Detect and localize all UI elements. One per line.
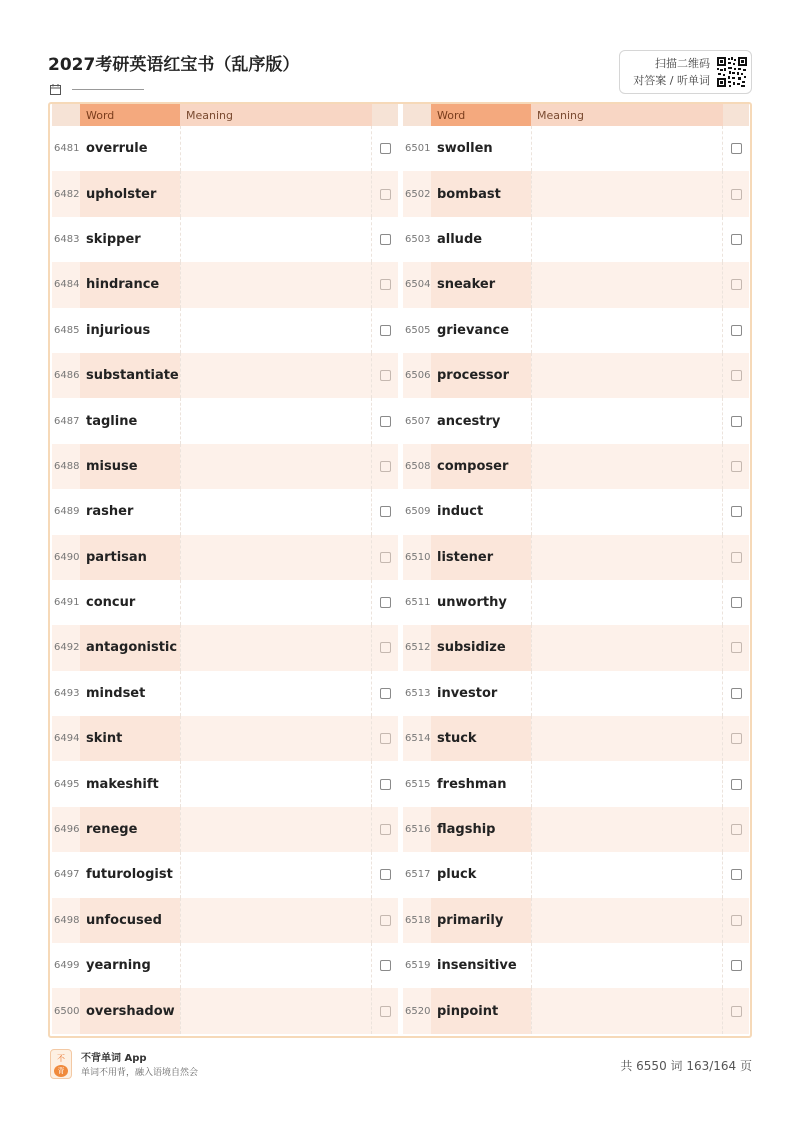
meaning-cell[interactable] (180, 126, 372, 171)
meaning-cell[interactable] (180, 716, 372, 761)
checkbox-icon[interactable] (731, 325, 742, 336)
header-check-cell (723, 104, 749, 126)
table-row (52, 398, 398, 443)
word-text: overrule (86, 141, 148, 157)
check-cell (723, 126, 749, 171)
word-text: injurious (86, 322, 151, 338)
word-text: upholster (80, 171, 180, 216)
check-cell (723, 308, 749, 353)
word-text: unworthy (437, 595, 507, 611)
check-cell (372, 398, 398, 443)
date-line[interactable] (72, 89, 144, 90)
table-row (403, 535, 749, 580)
table-row (52, 489, 398, 534)
checkbox-icon[interactable] (380, 370, 391, 381)
word-text: pluck (437, 867, 477, 883)
meaning-cell[interactable] (531, 126, 723, 171)
meaning-cell[interactable] (180, 171, 372, 216)
meaning-cell[interactable] (531, 535, 723, 580)
word-text: concur (86, 595, 136, 611)
word-number: 6484 (54, 279, 80, 291)
meaning-cell[interactable] (531, 308, 723, 353)
table-row (403, 171, 749, 216)
table-row (52, 671, 398, 716)
header-word: Word (431, 104, 531, 126)
meaning-cell[interactable] (531, 353, 723, 398)
table-row (52, 988, 398, 1033)
word-number: 6508 (405, 460, 431, 472)
word-number: 6503 (405, 233, 431, 245)
table-row (403, 761, 749, 806)
checkbox-icon[interactable] (380, 506, 391, 517)
meaning-cell[interactable] (531, 217, 723, 262)
check-cell (723, 807, 749, 852)
check-cell (372, 898, 398, 943)
checkbox-icon[interactable] (731, 915, 742, 926)
word-number: 6511 (405, 597, 431, 609)
table-row (403, 444, 749, 489)
check-cell (372, 988, 398, 1033)
word-text: induct (437, 504, 484, 520)
checkbox-icon[interactable] (731, 1006, 742, 1017)
check-cell (723, 943, 749, 988)
table-row (52, 943, 398, 988)
qr-line2: 对答案 / 听单词 (633, 74, 710, 87)
word-text: composer (431, 444, 531, 489)
word-number: 6492 (54, 642, 80, 654)
header-num-cell (403, 104, 431, 126)
checkbox-icon[interactable] (380, 915, 391, 926)
word-number: 6518 (405, 914, 431, 926)
meaning-cell[interactable] (531, 262, 723, 307)
word-number: 6514 (405, 733, 431, 745)
header-meaning: Meaning (531, 104, 723, 126)
word-number: 6482 (54, 188, 80, 200)
word-number: 6490 (54, 551, 80, 563)
logo-top-char: 不 (57, 1054, 65, 1063)
check-cell (723, 625, 749, 670)
meaning-cell[interactable] (531, 398, 723, 443)
table-body (52, 126, 398, 1034)
word-text: processor (431, 353, 531, 398)
word-text: skipper (86, 231, 141, 247)
word-text: subsidize (431, 625, 531, 670)
word-text: skint (80, 716, 180, 761)
meaning-cell[interactable] (180, 308, 372, 353)
checkbox-icon[interactable] (380, 1006, 391, 1017)
meaning-cell[interactable] (531, 171, 723, 216)
meaning-cell[interactable] (531, 898, 723, 943)
word-number: 6498 (54, 914, 80, 926)
word-number: 6487 (54, 415, 80, 427)
table-row (403, 671, 749, 716)
check-cell (723, 262, 749, 307)
check-cell (723, 171, 749, 216)
checkbox-icon[interactable] (731, 234, 742, 245)
meaning-cell[interactable] (180, 580, 372, 625)
meaning-cell[interactable] (531, 580, 723, 625)
check-cell (372, 217, 398, 262)
table-row (52, 852, 398, 897)
table-row (403, 217, 749, 262)
table-row (52, 126, 398, 171)
meaning-cell[interactable] (531, 761, 723, 806)
word-text: grievance (437, 322, 510, 338)
word-number: 6519 (405, 960, 431, 972)
meaning-cell[interactable] (531, 988, 723, 1033)
checkbox-icon[interactable] (380, 869, 391, 880)
word-text: rasher (86, 504, 134, 520)
checkbox-icon[interactable] (380, 552, 391, 563)
meaning-cell[interactable] (180, 898, 372, 943)
date-row (50, 80, 144, 91)
meaning-cell[interactable] (180, 988, 372, 1033)
table-row (52, 353, 398, 398)
header-word: Word (80, 104, 180, 126)
table-row (52, 444, 398, 489)
check-cell (372, 535, 398, 580)
check-cell (723, 353, 749, 398)
word-number: 6509 (405, 506, 431, 518)
checkbox-icon[interactable] (380, 824, 391, 835)
table-row (403, 262, 749, 307)
word-number: 6491 (54, 597, 80, 609)
word-number: 6512 (405, 642, 431, 654)
word-text: antagonistic (80, 625, 180, 670)
check-cell (372, 807, 398, 852)
word-text: makeshift (86, 776, 159, 792)
check-cell (372, 489, 398, 534)
checkbox-icon[interactable] (380, 642, 391, 653)
checkbox-icon[interactable] (731, 960, 742, 971)
meaning-cell[interactable] (180, 943, 372, 988)
table-row (52, 217, 398, 262)
word-text: misuse (80, 444, 180, 489)
table-row (52, 625, 398, 670)
check-cell (723, 580, 749, 625)
word-text: ancestry (437, 413, 501, 429)
calendar-icon (50, 80, 62, 91)
meaning-cell[interactable] (180, 671, 372, 716)
logo-bottom-char: 背 (54, 1065, 68, 1077)
checkbox-icon[interactable] (731, 552, 742, 563)
word-number: 6501 (405, 143, 431, 155)
meaning-cell[interactable] (180, 353, 372, 398)
table-row (403, 580, 749, 625)
table-row (52, 262, 398, 307)
qr-text (620, 55, 710, 89)
table-row (52, 898, 398, 943)
word-table-left (52, 104, 398, 1036)
check-cell (372, 308, 398, 353)
word-text: stuck (431, 716, 531, 761)
check-cell (723, 898, 749, 943)
checkbox-icon[interactable] (731, 869, 742, 880)
word-text: unfocused (80, 898, 180, 943)
table-header (52, 104, 398, 126)
word-text: investor (437, 685, 498, 701)
table-row (52, 535, 398, 580)
table-row (403, 898, 749, 943)
qr-box[interactable] (619, 50, 752, 94)
table-row (403, 943, 749, 988)
header-check-cell (372, 104, 398, 126)
checkbox-icon[interactable] (731, 416, 742, 427)
word-number: 6506 (405, 370, 431, 382)
word-number: 6520 (405, 1005, 431, 1017)
checkbox-icon[interactable] (731, 279, 742, 290)
checkbox-icon[interactable] (380, 143, 391, 154)
table-row (403, 716, 749, 761)
checkbox-icon[interactable] (380, 597, 391, 608)
check-cell (723, 535, 749, 580)
word-text: tagline (86, 413, 138, 429)
app-slogan: 单词不用背，融入语境自然会 (81, 1068, 199, 1078)
meaning-cell[interactable] (531, 943, 723, 988)
check-cell (372, 171, 398, 216)
table-row (403, 398, 749, 443)
checkbox-icon[interactable] (380, 688, 391, 699)
meaning-cell[interactable] (531, 807, 723, 852)
checkbox-icon[interactable] (731, 506, 742, 517)
word-number: 6504 (405, 279, 431, 291)
word-number: 6497 (54, 869, 80, 881)
table-row (52, 761, 398, 806)
checkbox-icon[interactable] (380, 279, 391, 290)
word-text: yearning (86, 958, 151, 974)
word-text: hindrance (80, 262, 180, 307)
checkbox-icon[interactable] (380, 325, 391, 336)
checkbox-icon[interactable] (731, 642, 742, 653)
word-number: 6505 (405, 324, 431, 336)
word-text: futurologist (86, 867, 173, 883)
checkbox-icon[interactable] (731, 688, 742, 699)
meaning-cell[interactable] (180, 262, 372, 307)
check-cell (723, 217, 749, 262)
header-meaning: Meaning (180, 104, 372, 126)
checkbox-icon[interactable] (731, 779, 742, 790)
word-text: mindset (86, 685, 146, 701)
word-number: 6510 (405, 551, 431, 563)
word-text: partisan (80, 535, 180, 580)
word-number: 6513 (405, 687, 431, 699)
meaning-cell[interactable] (180, 398, 372, 443)
table-body (403, 126, 749, 1034)
meaning-cell[interactable] (531, 625, 723, 670)
check-cell (372, 444, 398, 489)
meaning-cell[interactable] (180, 444, 372, 489)
word-text: flagship (431, 807, 531, 852)
check-cell (723, 489, 749, 534)
meaning-cell[interactable] (180, 217, 372, 262)
meaning-cell[interactable] (180, 761, 372, 806)
word-number: 6502 (405, 188, 431, 200)
word-text: allude (437, 231, 483, 247)
table-row (52, 807, 398, 852)
word-number: 6500 (54, 1005, 80, 1017)
meaning-cell[interactable] (180, 489, 372, 534)
table-row (403, 852, 749, 897)
qr-line1: 扫描二维码 (655, 57, 710, 70)
table-row (52, 171, 398, 216)
checkbox-icon[interactable] (731, 143, 742, 154)
check-cell (372, 625, 398, 670)
table-row (403, 489, 749, 534)
word-number: 6495 (54, 778, 80, 790)
check-cell (723, 852, 749, 897)
word-number: 6486 (54, 370, 80, 382)
table-row (403, 126, 749, 171)
check-cell (372, 262, 398, 307)
word-text: insensitive (437, 958, 517, 974)
word-number: 6483 (54, 233, 80, 245)
checkbox-icon[interactable] (380, 416, 391, 427)
checkbox-icon[interactable] (731, 824, 742, 835)
check-cell (372, 716, 398, 761)
word-number: 6481 (54, 143, 80, 155)
table-row (52, 580, 398, 625)
word-text: listener (431, 535, 531, 580)
checkbox-icon[interactable] (731, 461, 742, 472)
word-text: sneaker (431, 262, 531, 307)
table-header (403, 104, 749, 126)
header-num-cell (52, 104, 80, 126)
checkbox-icon[interactable] (731, 370, 742, 381)
meaning-cell[interactable] (531, 444, 723, 489)
word-table-right (403, 104, 749, 1036)
word-number: 6493 (54, 687, 80, 699)
check-cell (372, 943, 398, 988)
qr-code-icon[interactable] (716, 56, 748, 88)
word-number: 6496 (54, 824, 80, 836)
app-logo-icon (50, 1049, 72, 1079)
check-cell (372, 126, 398, 171)
word-number: 6517 (405, 869, 431, 881)
word-text: swollen (437, 141, 493, 157)
checkbox-icon[interactable] (731, 597, 742, 608)
check-cell (723, 398, 749, 443)
meaning-cell[interactable] (180, 625, 372, 670)
checkbox-icon[interactable] (380, 733, 391, 744)
word-number: 6494 (54, 733, 80, 745)
meaning-cell[interactable] (180, 535, 372, 580)
table-row (52, 308, 398, 353)
word-number: 6489 (54, 506, 80, 518)
table-row (403, 625, 749, 670)
table-row (403, 308, 749, 353)
word-text: renege (80, 807, 180, 852)
check-cell (723, 671, 749, 716)
checkbox-icon[interactable] (380, 234, 391, 245)
meaning-cell[interactable] (531, 671, 723, 716)
page-count: 共 6550 词 163/164 页 (620, 1059, 752, 1073)
meaning-cell[interactable] (180, 807, 372, 852)
check-cell (372, 671, 398, 716)
meaning-cell[interactable] (180, 852, 372, 897)
check-cell (723, 988, 749, 1033)
meaning-cell[interactable] (531, 489, 723, 534)
checkbox-icon[interactable] (731, 733, 742, 744)
table-row (403, 353, 749, 398)
checkbox-icon[interactable] (731, 189, 742, 200)
word-number: 6485 (54, 324, 80, 336)
checkbox-icon[interactable] (380, 779, 391, 790)
check-cell (372, 852, 398, 897)
table-row (52, 716, 398, 761)
check-cell (723, 716, 749, 761)
app-name: 不背单词 App (81, 1053, 147, 1064)
word-number: 6515 (405, 778, 431, 790)
word-text: overshadow (80, 988, 180, 1033)
check-cell (723, 761, 749, 806)
check-cell (372, 580, 398, 625)
page-title: 2027考研英语红宝书（乱序版） (48, 55, 300, 75)
word-text: pinpoint (431, 988, 531, 1033)
check-cell (723, 444, 749, 489)
table-row (403, 988, 749, 1033)
word-text: substantiate (80, 353, 180, 398)
word-number: 6507 (405, 415, 431, 427)
meaning-cell[interactable] (531, 716, 723, 761)
checkbox-icon[interactable] (380, 461, 391, 472)
word-text: freshman (437, 776, 507, 792)
word-text: bombast (431, 171, 531, 216)
word-number: 6499 (54, 960, 80, 972)
word-number: 6488 (54, 460, 80, 472)
checkbox-icon[interactable] (380, 189, 391, 200)
checkbox-icon[interactable] (380, 960, 391, 971)
word-number: 6516 (405, 824, 431, 836)
meaning-cell[interactable] (531, 852, 723, 897)
table-row (403, 807, 749, 852)
check-cell (372, 761, 398, 806)
check-cell (372, 353, 398, 398)
word-text: primarily (431, 898, 531, 943)
